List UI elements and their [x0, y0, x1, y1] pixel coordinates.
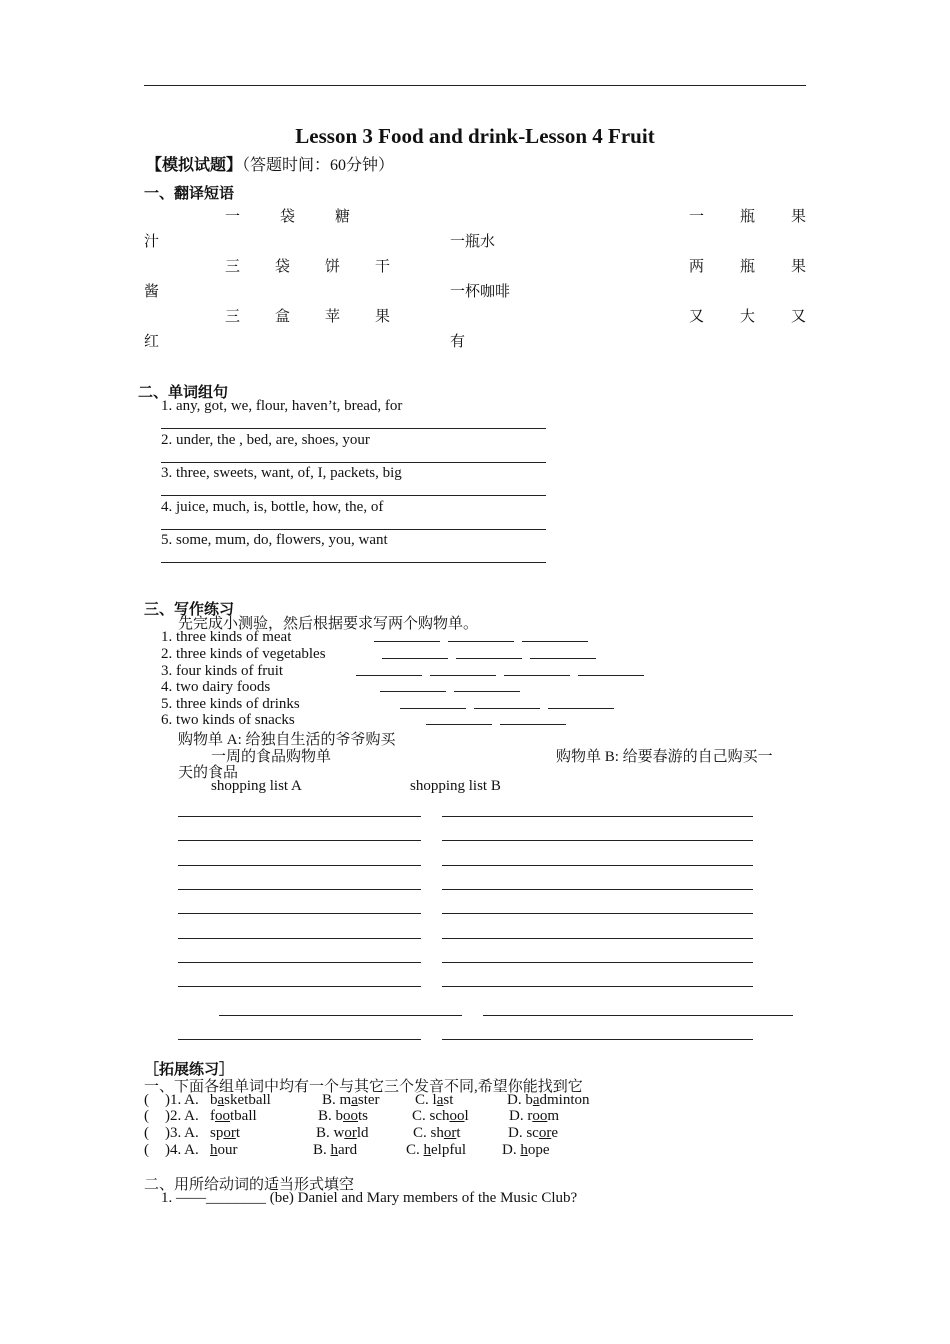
- answer-blank[interactable]: [500, 712, 566, 725]
- underlined-sound: oo: [449, 1108, 465, 1124]
- quiz-item: 5. three kinds of drinks: [161, 696, 300, 712]
- exam-label: 【模拟试题】: [146, 155, 243, 174]
- quiz-blanks: [374, 629, 596, 647]
- underlined-sound: h: [210, 1142, 218, 1158]
- option-text: dminton: [539, 1092, 590, 1108]
- underlined-sound: a: [217, 1092, 225, 1108]
- underlined-sound: h: [330, 1142, 339, 1158]
- option-word: [322, 1092, 380, 1109]
- phrase-char: 糖: [334, 209, 350, 225]
- option-text: B.: [313, 1142, 331, 1158]
- phrase-char: 盒: [274, 309, 290, 325]
- quiz-item: 2. three kinds of vegetables: [161, 646, 326, 662]
- option-text: ts: [358, 1108, 369, 1124]
- option-text: our: [217, 1142, 238, 1158]
- option-word: [210, 1125, 240, 1142]
- phrase-left-end: 红: [144, 334, 160, 350]
- option-text: B. w: [316, 1125, 345, 1141]
- answer-blank[interactable]: [356, 663, 422, 676]
- answer-blank[interactable]: [382, 646, 448, 659]
- option-word: [318, 1108, 368, 1125]
- quiz-item: 4. two dairy foods: [161, 679, 271, 695]
- underlined-sound: a: [351, 1092, 358, 1108]
- word-group-item: 1. any, got, we, flour, haven’t, bread, for: [161, 398, 403, 414]
- underlined-sound: a: [532, 1092, 540, 1108]
- phrase-char: 苹: [324, 309, 340, 325]
- extension-part2-heading: 二、用所给动词的适当形式填空: [144, 1177, 355, 1193]
- q1-text: (be) Daniel and Mary members of the Music Club?: [266, 1190, 578, 1206]
- list-a-line[interactable]: [178, 889, 421, 890]
- list-a-label: shopping list A: [211, 778, 302, 794]
- answer-blank[interactable]: [454, 679, 520, 692]
- list-b-line[interactable]: [442, 913, 753, 914]
- phrase-char: 又: [689, 309, 705, 325]
- option-word: [412, 1108, 469, 1125]
- answer-blank[interactable]: [548, 696, 614, 709]
- phrase-left-end: 酱: [144, 284, 160, 300]
- header-rule: [144, 85, 806, 86]
- list-b-line[interactable]: [442, 986, 753, 987]
- answer-blank[interactable]: [522, 629, 588, 642]
- answer-blank[interactable]: [374, 629, 440, 642]
- option-text: D. b: [507, 1092, 533, 1108]
- list-a-line[interactable]: [178, 986, 421, 987]
- exam-time: （答题时间：60分钟）: [242, 157, 395, 174]
- phrase-left: [225, 305, 390, 326]
- phrase-char: 袋: [279, 209, 295, 225]
- option-word: [415, 1092, 453, 1109]
- phrase-char: 瓶: [739, 259, 755, 275]
- list-b-line[interactable]: [442, 889, 753, 890]
- list-a-desc-2: 一周的食品购物单: [211, 749, 332, 765]
- extension-part1-heading: 一、下面各组单词中均有一个与其它三个发音不同,希望你能找到它: [144, 1079, 583, 1095]
- word-group-item: 2. under, the , bed, are, shoes, your: [161, 431, 370, 448]
- underlined-sound: or: [443, 1125, 457, 1141]
- option-word: [508, 1125, 558, 1142]
- section2-heading: 二、单词组句: [138, 383, 229, 401]
- option-text: C. sh: [413, 1125, 444, 1141]
- answer-blank[interactable]: [380, 679, 446, 692]
- option-word: [210, 1108, 257, 1125]
- underlined-sound: a: [436, 1092, 444, 1108]
- phrase-right-end: 一瓶水: [450, 234, 496, 250]
- phrase-right: [689, 305, 806, 326]
- underlined-sound: oo: [532, 1108, 548, 1124]
- question-number: )3. A.: [165, 1125, 199, 1141]
- question-number: )1. A.: [165, 1092, 199, 1108]
- section3-intro: 先完成小测验，然后根据要求写两个购物单。: [178, 616, 479, 632]
- answer-blank[interactable]: [448, 629, 514, 642]
- option-text: b: [210, 1092, 218, 1108]
- phrase-char: 饼: [324, 259, 340, 275]
- phrase-char: 瓶: [739, 209, 755, 225]
- option-text: D.: [502, 1142, 521, 1158]
- quiz-item: 6. two kinds of snacks: [161, 712, 295, 728]
- option-word: [413, 1125, 461, 1142]
- option-text: tball: [230, 1108, 257, 1124]
- list-b-line[interactable]: [483, 1015, 793, 1016]
- quiz-blanks: [382, 646, 604, 664]
- option-text: D. sc: [508, 1125, 539, 1141]
- list-b-line[interactable]: [442, 816, 753, 817]
- exam-header: [146, 152, 394, 175]
- list-a-line[interactable]: [178, 816, 421, 817]
- answer-paren[interactable]: (: [144, 1142, 149, 1158]
- answer-line[interactable]: [161, 529, 546, 530]
- list-b-desc-2: 天的食品: [178, 765, 239, 781]
- list-a-line[interactable]: [178, 962, 421, 963]
- list-a-line[interactable]: [178, 913, 421, 914]
- option-text: f: [210, 1108, 215, 1124]
- list-b-line[interactable]: [442, 1039, 753, 1040]
- option-text: e: [551, 1125, 558, 1141]
- extension-heading: ［拓展练习］: [144, 1060, 235, 1078]
- underlined-sound: h: [423, 1142, 432, 1158]
- phrase-char: 一: [689, 209, 705, 225]
- option-text: ld: [356, 1125, 369, 1141]
- phrase-char: 袋: [274, 259, 290, 275]
- answer-blank[interactable]: [530, 646, 596, 659]
- section1-heading: 一、翻译短语: [144, 184, 235, 202]
- option-text: m: [547, 1108, 559, 1124]
- q1-blank[interactable]: ________: [206, 1190, 266, 1206]
- option-text: t: [456, 1125, 461, 1141]
- answer-blank[interactable]: [456, 646, 522, 659]
- option-text: sketball: [224, 1092, 271, 1108]
- answer-blank[interactable]: [426, 712, 492, 725]
- answer-line[interactable]: [161, 495, 546, 496]
- phrase-right-end: 一杯咖啡: [450, 284, 511, 300]
- phrase-char: 果: [374, 309, 390, 325]
- option-word: [210, 1142, 238, 1159]
- phrase-char: 干: [374, 259, 390, 275]
- answer-paren[interactable]: (: [144, 1125, 149, 1141]
- phrase-char: 两: [689, 259, 705, 275]
- phrase-right: [689, 205, 806, 226]
- phrase-right-end: 有: [450, 334, 466, 350]
- underlined-sound: or: [223, 1125, 236, 1141]
- option-text: t: [235, 1125, 241, 1141]
- list-b-line[interactable]: [442, 865, 753, 866]
- quiz-blanks: [380, 679, 528, 697]
- phrase-left-end: 汁: [144, 234, 160, 250]
- answer-blank[interactable]: [430, 663, 496, 676]
- answer-line[interactable]: [161, 428, 546, 429]
- underlined-sound: h: [520, 1142, 528, 1158]
- part2-question-1: [161, 1190, 577, 1207]
- option-text: elpful: [431, 1142, 467, 1158]
- option-word: [313, 1142, 357, 1159]
- option-text: D. r: [509, 1108, 533, 1124]
- answer-blank[interactable]: [578, 663, 644, 676]
- question-number: )2. A.: [165, 1108, 199, 1124]
- list-a-line[interactable]: [178, 1039, 421, 1040]
- list-a-line[interactable]: [178, 840, 421, 841]
- list-b-line[interactable]: [442, 840, 753, 841]
- phrase-char: 三: [225, 309, 241, 325]
- list-b-line[interactable]: [442, 962, 753, 963]
- phrase-left: [225, 255, 390, 276]
- underlined-sound: oo: [215, 1108, 230, 1124]
- list-b-desc-1: 购物单 B: 给要春游的自己购买一: [556, 749, 773, 765]
- word-group-item: 4. juice, much, is, bottle, how, the, of: [161, 498, 384, 515]
- answer-paren[interactable]: (: [144, 1108, 149, 1124]
- option-text: ard: [338, 1142, 358, 1158]
- option-text: C. l: [415, 1092, 437, 1108]
- option-text: sp: [210, 1125, 224, 1141]
- answer-blank[interactable]: [474, 696, 540, 709]
- list-b-label: shopping list B: [410, 778, 501, 794]
- phrase-char: 又: [790, 309, 806, 325]
- section3-heading: 三、写作练习: [144, 600, 235, 618]
- phrase-right: [689, 255, 806, 276]
- word-group-item: 5. some, mum, do, flowers, you, want: [161, 532, 388, 548]
- phrase-char: 大: [739, 309, 755, 325]
- underlined-sound: oo: [343, 1108, 359, 1124]
- answer-line[interactable]: [161, 462, 546, 463]
- quiz-item: 3. four kinds of fruit: [161, 663, 284, 679]
- option-word: [406, 1142, 466, 1159]
- list-a-desc-1: 购物单 A: 给独自生活的爷爷购买: [178, 732, 396, 748]
- page-title: Lesson 3 Food and drink-Lesson 4 Fruit: [295, 124, 655, 148]
- option-text: C.: [406, 1142, 424, 1158]
- underlined-sound: or: [344, 1125, 357, 1141]
- phrase-char: 果: [790, 259, 806, 275]
- underlined-sound: or: [538, 1125, 552, 1141]
- phrase-char: 三: [225, 259, 241, 275]
- quiz-blanks: [426, 712, 574, 730]
- option-word: [502, 1142, 550, 1159]
- option-word: [316, 1125, 369, 1142]
- list-a-line[interactable]: [178, 865, 421, 866]
- phrase-left: [225, 205, 350, 226]
- option-text: C. sch: [412, 1108, 450, 1124]
- option-text: ope: [527, 1142, 550, 1158]
- option-text: l: [464, 1108, 469, 1124]
- quiz-item: 1. three kinds of meat: [161, 629, 292, 645]
- q1-prefix: 1. ——: [161, 1190, 206, 1206]
- option-word: [210, 1092, 271, 1109]
- answer-line[interactable]: [161, 562, 546, 563]
- word-group-item: 3. three, sweets, want, of, I, packets, big: [161, 465, 402, 481]
- option-word: [507, 1092, 590, 1109]
- answer-blank[interactable]: [504, 663, 570, 676]
- list-a-line[interactable]: [178, 938, 421, 939]
- option-text: B. m: [322, 1092, 352, 1108]
- option-word: [509, 1108, 559, 1125]
- option-text: B. b: [318, 1108, 344, 1124]
- answer-blank[interactable]: [400, 696, 466, 709]
- question-number: )4. A.: [165, 1142, 199, 1158]
- list-a-line[interactable]: [219, 1015, 462, 1016]
- answer-paren[interactable]: (: [144, 1092, 149, 1108]
- phrase-char: 果: [790, 209, 806, 225]
- list-b-line[interactable]: [442, 938, 753, 939]
- phrase-char: 一: [225, 209, 241, 225]
- option-text: st: [443, 1092, 454, 1108]
- option-text: ster: [357, 1092, 380, 1108]
